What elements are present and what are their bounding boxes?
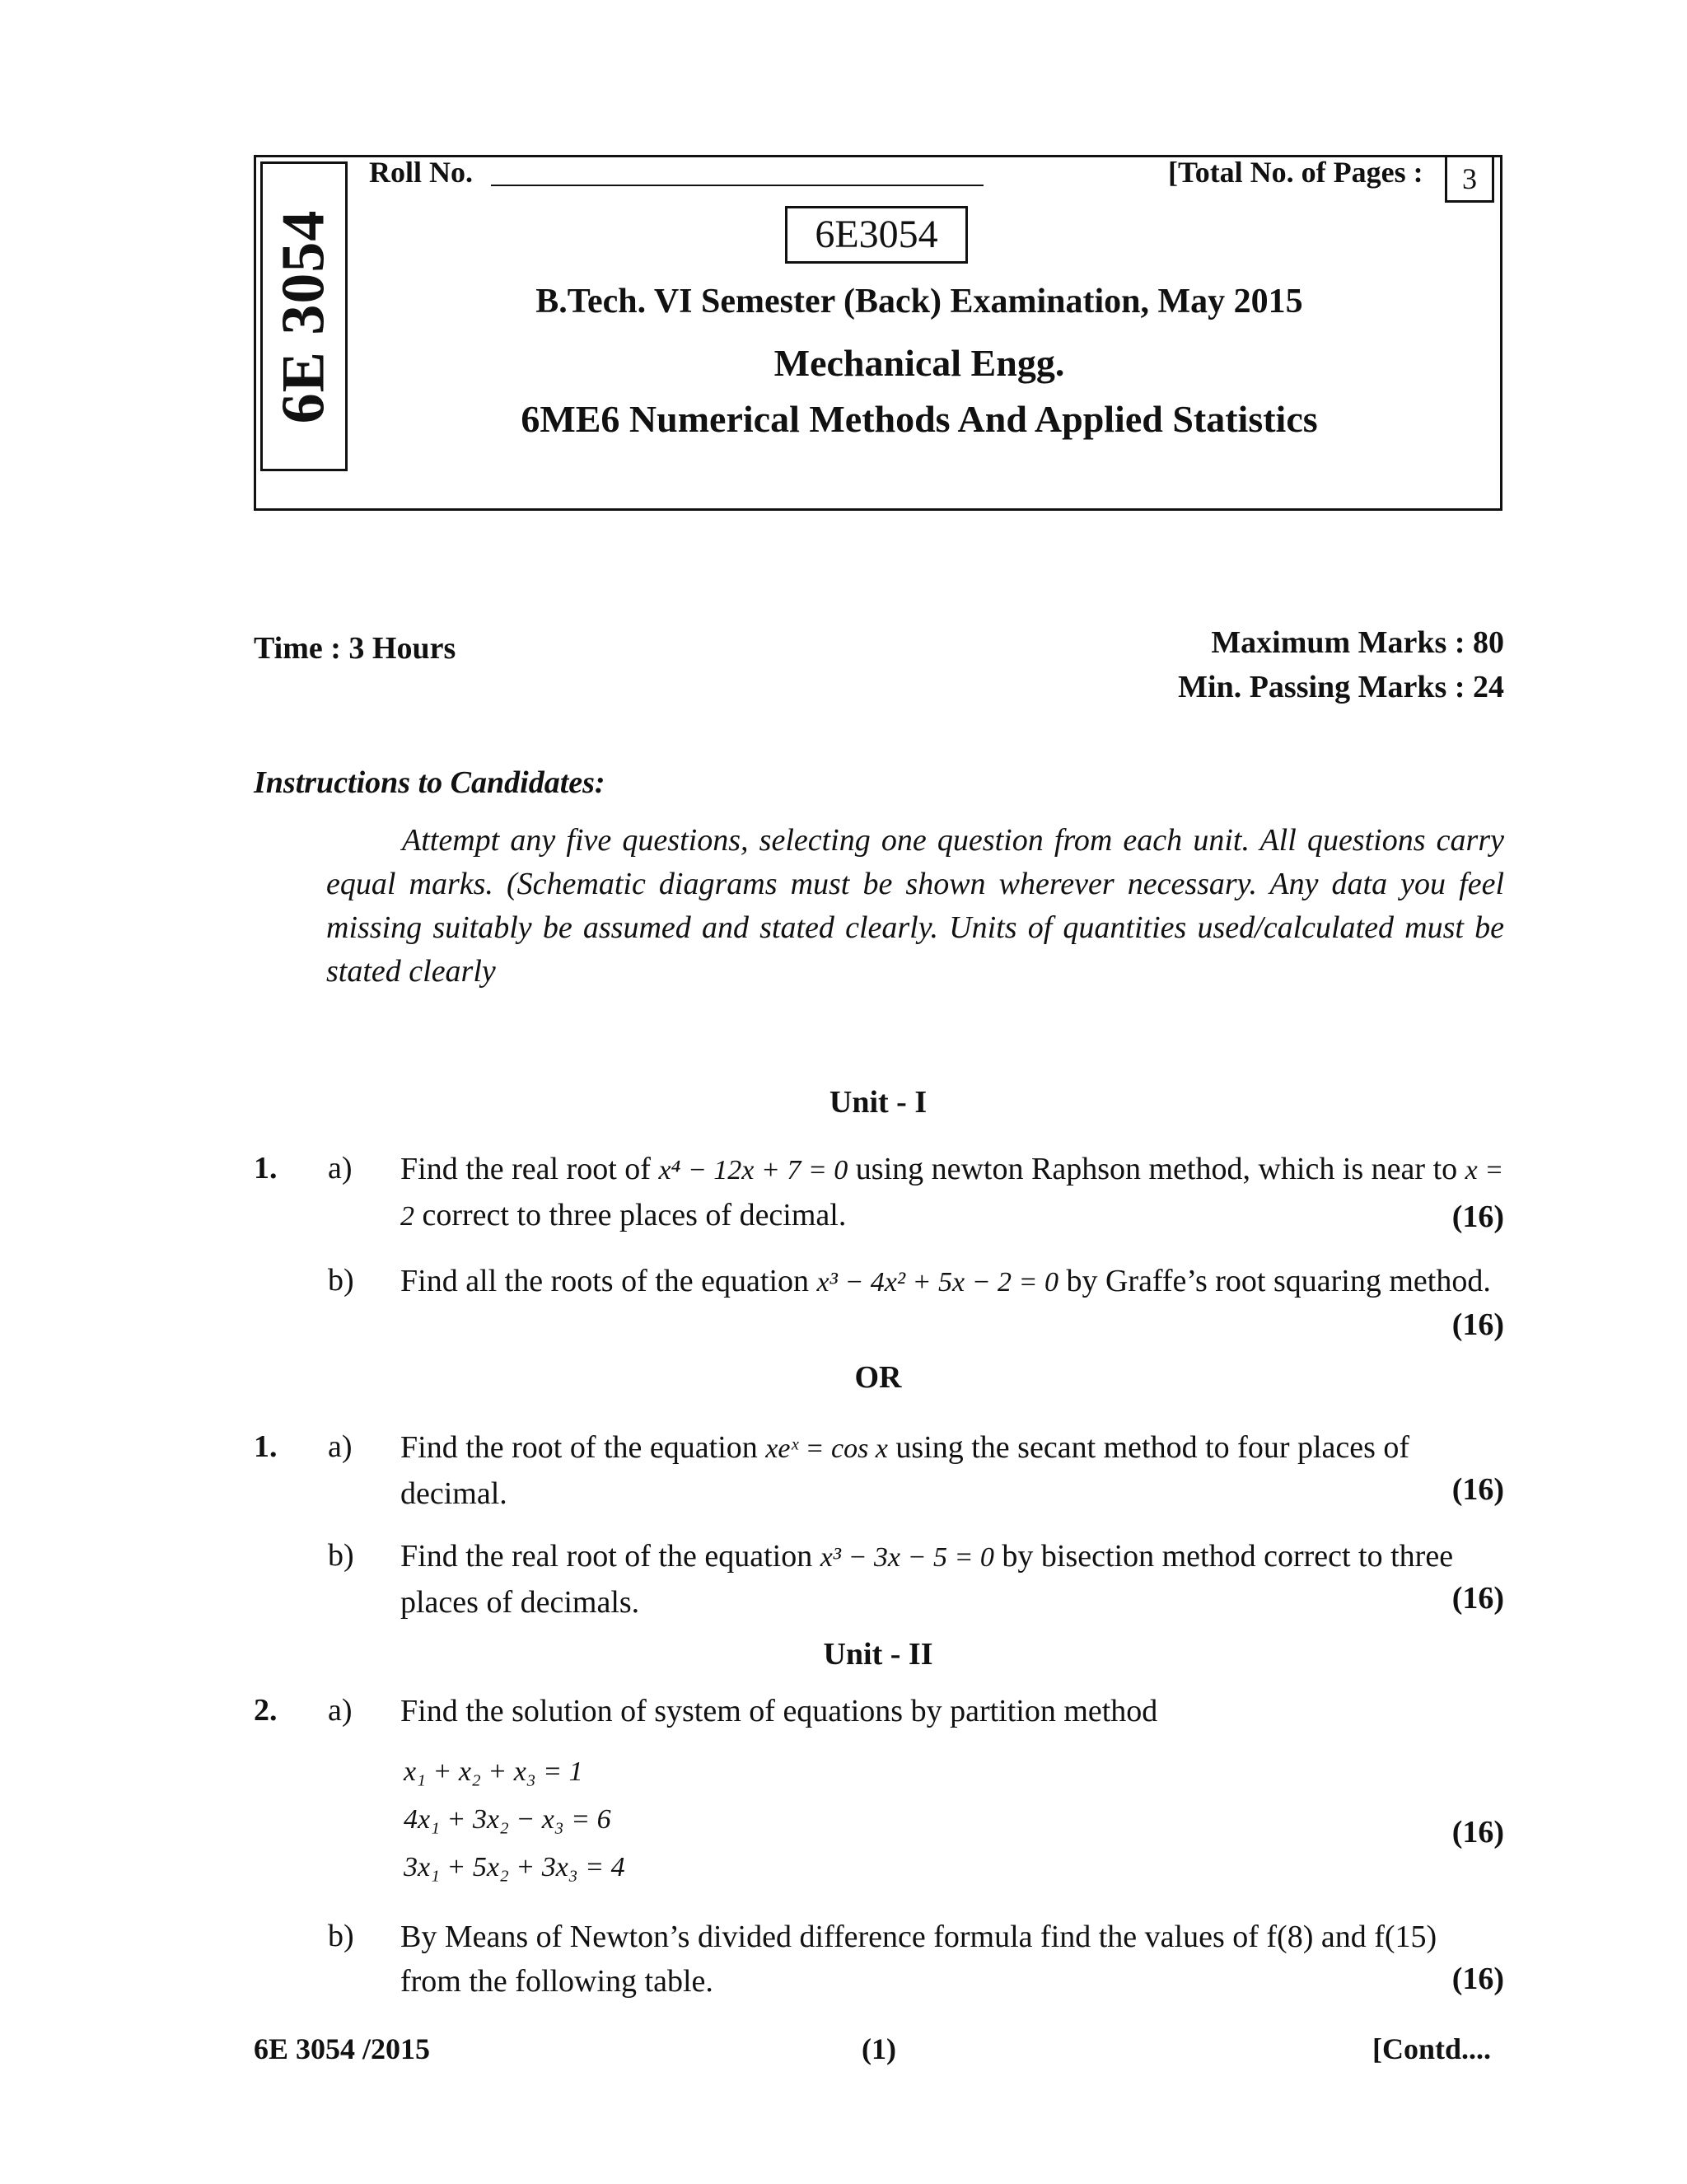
question-1b-post: by Graffe’s root squaring method.	[1066, 1264, 1491, 1298]
exam-title: B.Tech. VI Semester (Back) Examination, May 2015	[535, 283, 1303, 320]
maximum-marks: Maximum Marks : 80	[1211, 625, 1504, 660]
question-1-alt-a-text	[400, 1425, 1504, 1516]
question-1a-text	[400, 1147, 1504, 1239]
equation-2: 4x₁ + 3x₂ − x₃ = 6	[404, 1804, 611, 1835]
or-separator: OR	[854, 1360, 902, 1395]
question-1-alt-a-pre: Find the root of the equation	[400, 1430, 758, 1465]
question-1-alt-b-post: by bisection method correct to three places of decimals.	[400, 1539, 1454, 1620]
equation-1: x₁ + x₂ + x₃ = 1	[404, 1756, 583, 1787]
instructions-heading: Instructions to Candidates:	[254, 765, 605, 800]
question-1a-label: a)	[328, 1151, 353, 1186]
min-passing-marks: Min. Passing Marks : 24	[1178, 670, 1504, 704]
total-pages-value: 3	[1445, 155, 1494, 203]
question-1a-post: using newton Raphson method, which is near to	[855, 1152, 1458, 1186]
question-1b-equation: x³ − 4x² + 5x − 2 = 0	[816, 1267, 1058, 1298]
question-1a-pre: Find the real root of	[400, 1152, 651, 1186]
roll-number-line	[491, 185, 984, 186]
roll-number-label: Roll No.	[369, 156, 473, 189]
question-1-alt-number: 1.	[254, 1429, 278, 1464]
paper-code: 6E3054	[785, 206, 968, 264]
question-1-alt-b-text	[400, 1534, 1504, 1625]
question-1-alt-b-marks: (16)	[1451, 1581, 1504, 1616]
question-1-alt-a-marks: (16)	[1451, 1472, 1504, 1507]
subject-title: 6ME6 Numerical Methods And Applied Statistics	[521, 398, 1318, 440]
question-1-number: 1.	[254, 1151, 278, 1186]
question-1-alt-a-post: using the secant method to four places of decimal.	[400, 1430, 1410, 1511]
unit-2-heading: Unit - II	[823, 1637, 933, 1672]
question-1-alt-a-label: a)	[328, 1429, 353, 1464]
question-2-number: 2.	[254, 1693, 278, 1728]
question-1b-marks: (16)	[1451, 1307, 1504, 1342]
question-2b-marks: (16)	[1451, 1962, 1504, 1996]
question-1a-equation-2: x = 2	[400, 1155, 1504, 1232]
unit-1-heading: Unit - I	[829, 1085, 928, 1120]
side-paper-code-text: 6E 3054	[269, 209, 338, 423]
footer-paper-code: 6E 3054 /2015	[254, 2032, 431, 2065]
question-2b-label: b)	[328, 1919, 354, 1953]
question-1a-marks: (16)	[1451, 1200, 1504, 1234]
question-1b-label: b)	[328, 1263, 354, 1298]
question-1b-text	[400, 1259, 1504, 1305]
footer-page-number: (1)	[862, 2032, 896, 2065]
equation-3: 3x₁ + 5x₂ + 3x₃ = 4	[404, 1852, 625, 1882]
question-1-alt-b-equation: x³ − 3x − 5 = 0	[820, 1542, 994, 1573]
exam-duration: Time : 3 Hours	[254, 631, 456, 666]
branch-title: Mechanical Engg.	[773, 342, 1065, 384]
question-2b-text: By Means of Newton’s divided difference formula find the values of f(8) and f(15) from the following table.	[400, 1920, 1437, 1999]
question-1-alt-a-equation: xeˣ = cos x	[765, 1433, 888, 1464]
instructions-text: Attempt any five questions, selecting one question from each unit. All questions carry equal marks. (Schematic diagrams must be shown wherever necessary. Any data you feel missing suitably be assumed and stated clearly. Units of quantities used/calculated must be stated clearly	[326, 823, 1504, 989]
footer-continued: [Contd....	[1372, 2032, 1492, 2065]
question-2a-marks: (16)	[1451, 1815, 1504, 1850]
question-1b-pre: Find all the roots of the equation	[400, 1264, 810, 1298]
question-1-alt-b-label: b)	[328, 1538, 354, 1573]
question-2a-label: a)	[328, 1693, 353, 1728]
question-1a-post-2: correct to three places of decimal.	[422, 1198, 847, 1232]
question-1a-equation: x⁴ − 12x + 7 = 0	[658, 1155, 848, 1186]
question-1-alt-b-pre: Find the real root of the equation	[400, 1539, 813, 1574]
total-pages-label: [Total No. of Pages :	[1168, 156, 1423, 189]
question-2a-text: Find the solution of system of equations by partition method	[400, 1694, 1158, 1728]
